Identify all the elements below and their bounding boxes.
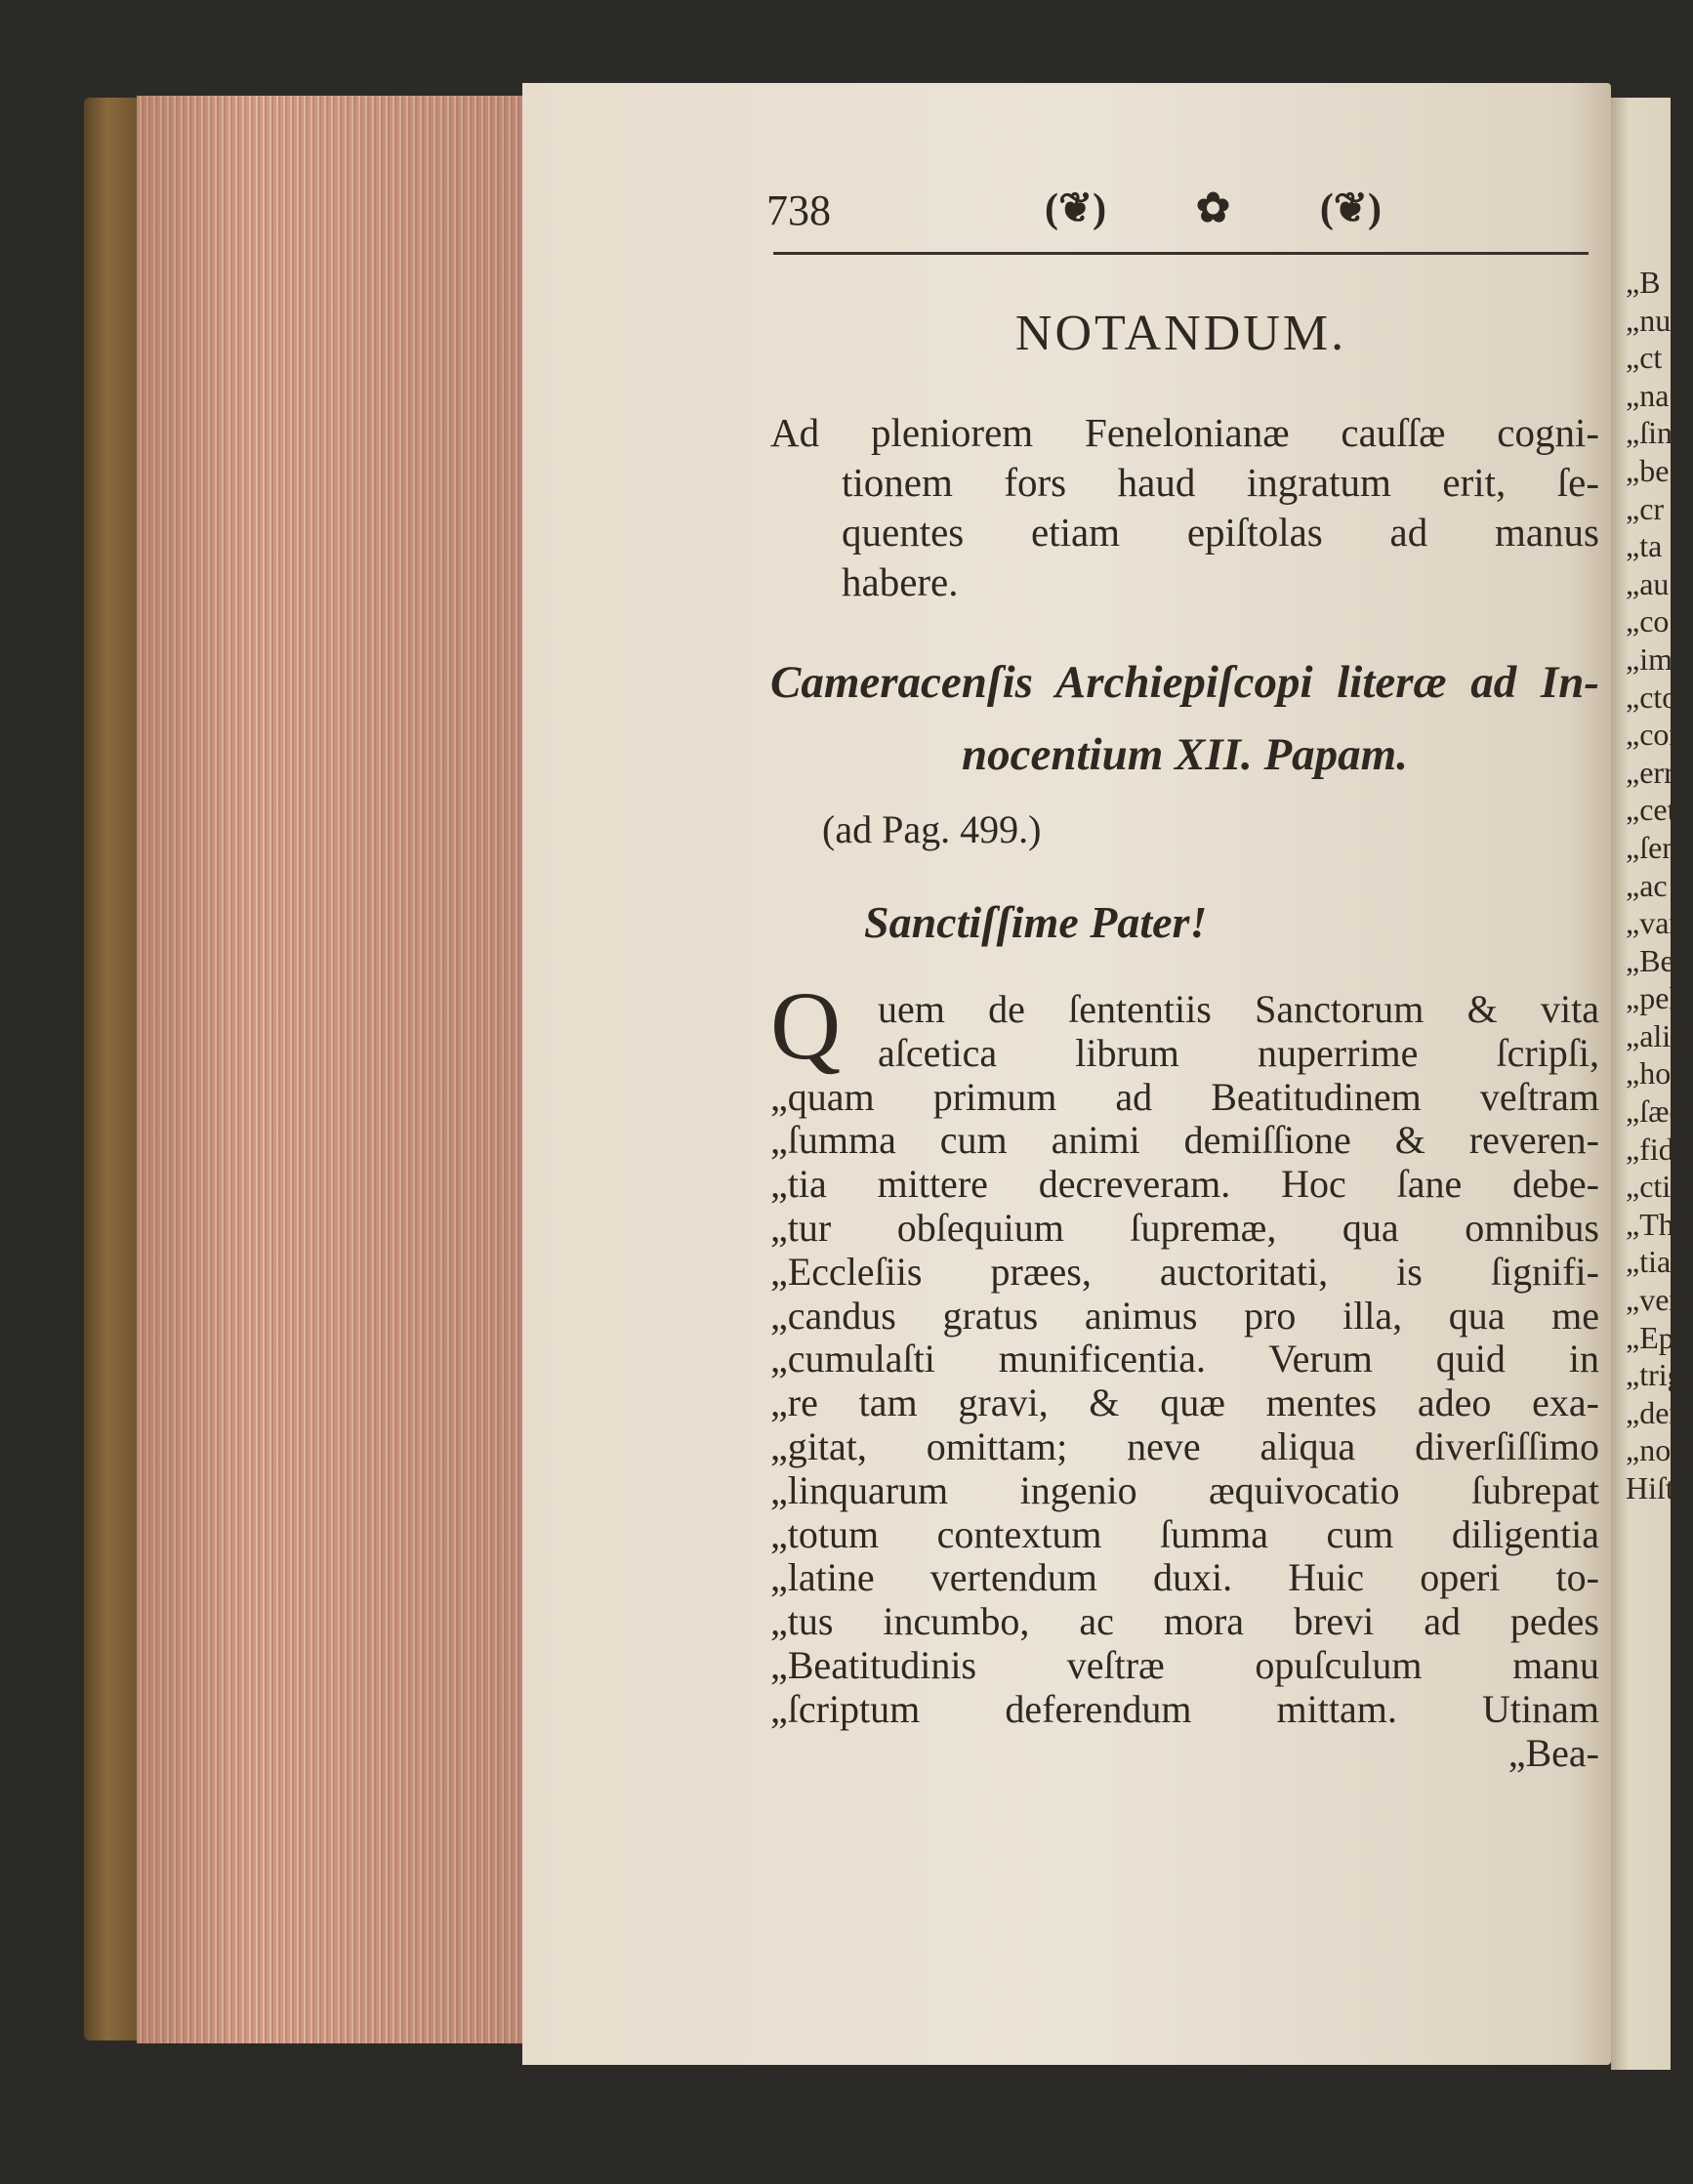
section-heading: NOTANDUM.	[1014, 306, 1347, 361]
facing-text-line: „Be	[1626, 942, 1674, 978]
facing-text-line: „nu	[1626, 302, 1672, 338]
text-line: „Eccleſiis præes, auctoritati, is ſignifi-	[770, 1249, 1599, 1294]
text-line: „gitat, omittam; neve aliqua diverſiſſimo	[770, 1423, 1599, 1468]
facing-text-line: „au	[1626, 565, 1670, 601]
facing-text-line: „vera	[1626, 1282, 1693, 1318]
text-line: „ſumma cum animi demiſſione & reveren-	[770, 1118, 1599, 1163]
facing-text-line: „den	[1626, 1394, 1685, 1430]
facing-text-line: „cto	[1626, 679, 1678, 715]
facing-text-line: „cet	[1626, 792, 1676, 828]
header-ornaments	[1045, 184, 1382, 232]
text-line: „Beatitudinis veſtræ opuſculum manu	[770, 1642, 1599, 1687]
facing-text-line: „ſin	[1626, 415, 1672, 451]
text-line: aſcetica librum nuperrime ſcripſi,	[878, 1030, 1599, 1075]
facing-text-line: „B	[1626, 265, 1661, 300]
text-line: „ſcriptum deferendum mittam. Utinam	[770, 1686, 1599, 1731]
text-line: nocentium XII. Papam.	[961, 729, 1408, 780]
facing-text-line: „Epi	[1626, 1319, 1683, 1355]
page-fore-edge	[137, 96, 527, 2043]
letter-title	[770, 646, 1599, 791]
facing-text-line: „be	[1626, 452, 1670, 488]
ornament-icon: (❦)	[1045, 186, 1107, 231]
ornament-icon: (❦)	[1319, 186, 1382, 231]
facing-text-line: „fide	[1626, 1131, 1688, 1167]
text-line: Ad pleniorem Fenelonianæ cauſſæ cogni-	[770, 410, 1599, 455]
facing-text-line: „ſæc	[1626, 1093, 1683, 1130]
text-line: „tus incumbo, ac mora brevi ad pedes	[770, 1599, 1599, 1644]
drop-cap: Q	[770, 971, 842, 1080]
ornament-icon: ✿	[1195, 186, 1231, 231]
facing-text-line: „co	[1626, 603, 1670, 639]
facing-text-line: „trig	[1626, 1357, 1683, 1393]
intro-paragraph	[770, 408, 1599, 607]
text-line: „linquarum ingenio æquivocatio ſubrepat	[770, 1467, 1599, 1512]
book-cover-spine	[84, 98, 143, 2040]
text-line: quentes etiam epiſtolas ad manus	[842, 510, 1599, 555]
facing-text-line: „im	[1626, 640, 1672, 677]
facing-text-line: „hor	[1626, 1055, 1681, 1092]
text-line: „tur obſequium ſupremæ, qua omnibus	[770, 1205, 1599, 1250]
facing-text-line: „var	[1626, 905, 1680, 941]
facing-text-line: „err	[1626, 754, 1674, 790]
facing-text-line: „na	[1626, 377, 1670, 413]
text-line: „re tam gravi, & quæ mentes adeo exa-	[770, 1380, 1599, 1425]
text-line: „latine vertendum duxi. Huic operi to-	[770, 1555, 1599, 1600]
page-reference: (ad Pag. 499.)	[822, 807, 1042, 851]
facing-text-line: „alia	[1626, 1017, 1685, 1053]
facing-page-text	[1626, 264, 1693, 1507]
catchword: „Bea-	[1507, 1730, 1599, 1775]
text-line: tionem fors haud ingratum erit, ſe-	[842, 460, 1599, 505]
text-line: habere.	[842, 559, 959, 604]
page-number: 738	[766, 186, 831, 234]
text-line: Cameracenſis Archiepiſcopi literæ ad In-	[770, 657, 1599, 708]
header-rule	[773, 252, 1589, 255]
facing-text-line: „non	[1626, 1432, 1687, 1468]
facing-text-line: „cor	[1626, 717, 1680, 753]
letter-body	[770, 988, 1599, 1775]
text-line: „quam primum ad Beatitudinem veſtram	[770, 1074, 1599, 1119]
facing-text-line: „ſen	[1626, 829, 1678, 865]
text-line: „candus gratus animus pro illa, qua me	[770, 1293, 1599, 1338]
facing-text-line: „cr	[1626, 490, 1665, 526]
facing-text-line: „ctiv	[1626, 1169, 1687, 1205]
salutation: Sanctiſſime Pater!	[864, 897, 1208, 947]
facing-text-line: Hiſt.	[1626, 1470, 1682, 1505]
text-line: „cumulaſti munificentia. Verum quid in	[770, 1337, 1599, 1381]
facing-text-line: „ac	[1626, 867, 1668, 903]
text-line: uem de ſententiis Sanctorum & vita	[878, 987, 1599, 1031]
facing-text-line: „pel	[1626, 980, 1678, 1016]
facing-text-line: „tia,	[1626, 1244, 1679, 1280]
facing-text-line: „ta	[1626, 528, 1663, 564]
facing-text-line: „ct	[1626, 340, 1663, 376]
text-line: „totum contextum ſumma cum diligentia	[770, 1511, 1599, 1556]
text-line: „tia mittere decreveram. Hoc ſane debe-	[770, 1162, 1599, 1207]
facing-text-line: „The	[1626, 1206, 1688, 1242]
